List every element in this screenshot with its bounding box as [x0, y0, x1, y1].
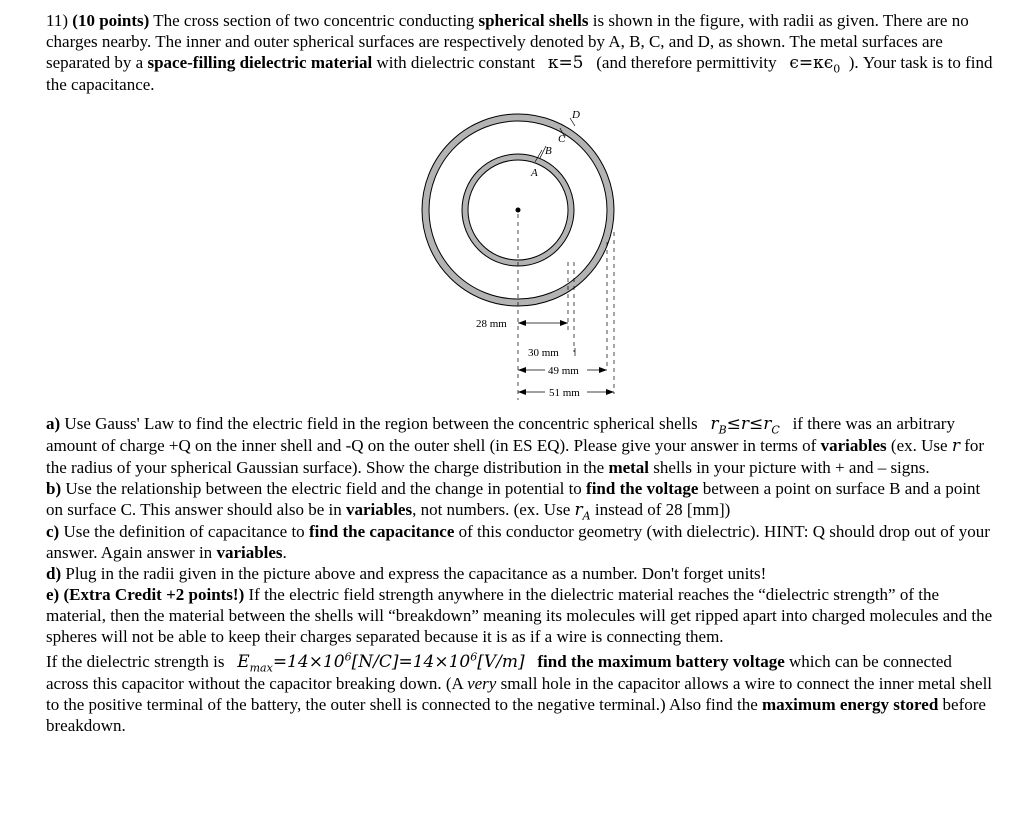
intro-paragraph: 11) (10 points) The cross section of two concentric conducting spherical shells is shown in the figure, with radii as given. There are no charges nearby. The inner and outer spherical surfaces are respectively denoted by A, B, C, and D, as shown. The metal surfaces are separated by a space-filling dielectric material with dielectric constant κ=5 (and therefore permittivity $\epsilon=\kappa\epsilon_0$ ). Your task is to find the capacitance. — [46, 11, 993, 94]
part-e: e) (Extra Credit +2 points!) If the electric field strength anywhere in the dielectric material reaches the “dielectric strength” of the material, then the material between the shells will “breakdown” meaning its molecules will get ripped apart into charged molecules and the spheres will not be able to keep their charges separated because it is as if a wire is connecting them. — [46, 585, 993, 646]
part-a: a) Use Gauss' Law to find the electric field in the region between the concentric spherical shells $r_B\le r\le r_C$ if there was an arbitrary amount of charge +Q on the inner shell and -Q on the outer shell (in ES EQ). Please give your answer in terms of variables (ex. Use r for the radius of your spherical Gaussian surface). Show the charge distribution in the metal shells in your picture with + and – signs. — [46, 414, 985, 477]
dim-ra: 28 mm — [476, 318, 507, 330]
dielectric-strength-expression: $E_{max}=14\times 10^6[N/C]=14\times 10^6[V/m]$ — [237, 650, 525, 675]
problem-number: 11) — [46, 11, 69, 30]
label-a: A — [531, 167, 538, 179]
problem-intro — [46, 10, 996, 95]
part-c: c) Use the definition of capacitance to find the capacitance of this conductor geometry (with dielectric). HINT: Q should drop out of your answer. Again answer in variables. — [46, 522, 990, 562]
part-d: d) Plug in the radii given in the picture above and express the capacitance as a number. Don't forget units! — [46, 564, 767, 583]
permittivity-expression: $\epsilon=\kappa\epsilon_0$ — [789, 53, 841, 76]
dim-rd: 51 mm — [549, 387, 580, 399]
dim-rc: 49 mm — [548, 365, 579, 377]
problem-points: (10 points) — [72, 11, 150, 30]
concentric-shells-figure — [400, 102, 640, 412]
label-d: D — [572, 109, 580, 121]
part-b: b) Use the relationship between the electric field and the change in potential to find the voltage between a point on surface B and a point on surface C. This answer should also be in variables, not numbers. (ex. Use $r_A$ instead of 28 [mm]) — [46, 479, 981, 523]
part-e-continued: If the dielectric strength is $E_{max}=14\times 10^6[N/C]=14\times 10^6[V/m]$ find the maximum battery voltage which can be connected across this capacitor without the capacitor breaking down. (A very small hole in the capacitor allows a wire to connect the inner metal shell to the positive terminal of the battery, the outer shell is connected to the negative terminal.) Also find the maximum energy stored before breakdown. — [46, 650, 993, 735]
dim-rb: 30 mm — [528, 347, 559, 359]
kappa-expression: κ=5 — [547, 53, 584, 73]
radius-inequality: $r_B\le r\le r_C$ — [710, 414, 780, 437]
question-parts — [46, 413, 996, 736]
center-point — [516, 208, 521, 213]
shells-diagram — [400, 102, 640, 412]
label-c: C — [558, 133, 566, 145]
label-b: B — [545, 145, 552, 157]
